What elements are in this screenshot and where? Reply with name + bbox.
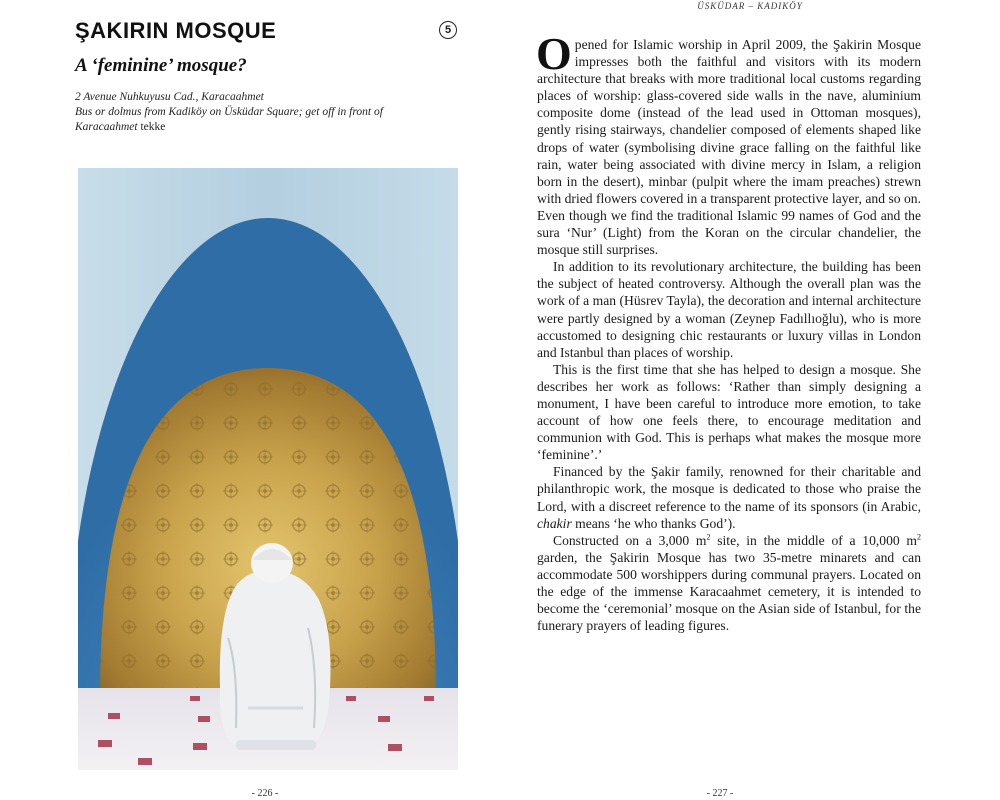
article-body: [536, 28, 921, 634]
directions-place: Karacaahmet: [75, 121, 138, 133]
paragraph-4-end: means ‘he who thanks God’).: [571, 515, 736, 531]
directions-line-end: [75, 120, 435, 135]
paragraph-4-start: Financed by the Şakir family, renowned for their charitable and philanthropic work, the mosque is dedicated to those who praise the Lord, with a discreet reference to the name of its sponsors (in Arabic,: [537, 464, 921, 514]
page-number-right: - 227 -: [706, 788, 734, 799]
directions-tail: tekke: [137, 121, 166, 133]
page-title: ŞAKIRIN MOSQUE: [75, 18, 277, 43]
mosque-interior-photo: [78, 168, 458, 770]
right-page: [500, 0, 1000, 800]
paragraph-5-b: site, in the middle of a 10,000 m: [710, 532, 917, 548]
arabic-word: chakir: [537, 515, 572, 531]
paragraph-5: [537, 532, 921, 635]
superscript: 2: [917, 532, 921, 542]
running-head: ÜSKÜDAR – KADIKÖY: [697, 1, 803, 11]
paragraph-3: This is the first time that she has helped to design a mosque. She describes her work as follows: ‘Rather than simply designing a monument, I have been careful to introduce more emotion, to take account of how one feels there, to encourage meditation and communion with God. This is perhaps what makes the mosque more ‘feminine’.’: [537, 361, 921, 463]
page-subtitle: A ‘feminine’ mosque?: [75, 55, 247, 76]
entry-number-badge: 5: [439, 21, 457, 39]
paragraph-2: In addition to its revolutionary architecture, the building has been the subject of heated controversy. Although the overall plan was the work of a man (Hüsrev Tayla), the decoration and internal architecture were partly designed by a woman (Zeynep Fadıllıoğlu), who is more accustomed to designing chic restaurants or luxury villas in London and Istanbul than places of worship.: [537, 259, 921, 360]
superscript: 2: [706, 532, 711, 542]
paragraph-5-c: garden, the Şakirin Mosque has two 35-metre minarets and can accommodate 500 worshippers during communal prayers. Located on the edge of the immense Karacaahmet cemetery, it is intended to become the ‘ceremonial’ mosque on the Asian side of Istanbul, for the funerary prayers of leading figures.: [537, 549, 921, 634]
address-line: 2 Avenue Nuhkuyusu Cad., Karacaahmet: [75, 91, 264, 103]
address-block: [75, 90, 435, 135]
paragraph-1: [536, 28, 921, 258]
paragraph-5-a: Constructed on a 3,000 m: [553, 532, 707, 548]
paragraph-4: [537, 463, 921, 531]
paragraph-1-text: pened for Islamic worship in April 2009, the Şakirin Mosque impresses both the faithful and visitors with its modern architecture that breaks with more traditional local customs regarding places of worship: glass-covered side walls in the nave, aluminium composite dome (instead of the lead used in Ottoman mosques), gently rising stairways, chandelier composed of elements shaped like drops of water (symbolising divine grace falling on the faithful like rain, water being associated with divine mercy in Islam, a religion born in the desert), minbar (pulpit where the imam preaches) strewn with dried flowers covered in a transparent protective layer, and so on. Even though we find the traditional Islamic 99 names of God and the sura ‘Nur’ (Light) from the Koran on the circular chandelier, the mosque still surprises.: [537, 37, 921, 258]
directions-line: Bus or dolmus from Kadiköy on Üsküdar Square; get off in front of: [75, 106, 383, 118]
drop-cap: O: [536, 28, 572, 79]
page-number-left: - 226 -: [251, 788, 279, 799]
